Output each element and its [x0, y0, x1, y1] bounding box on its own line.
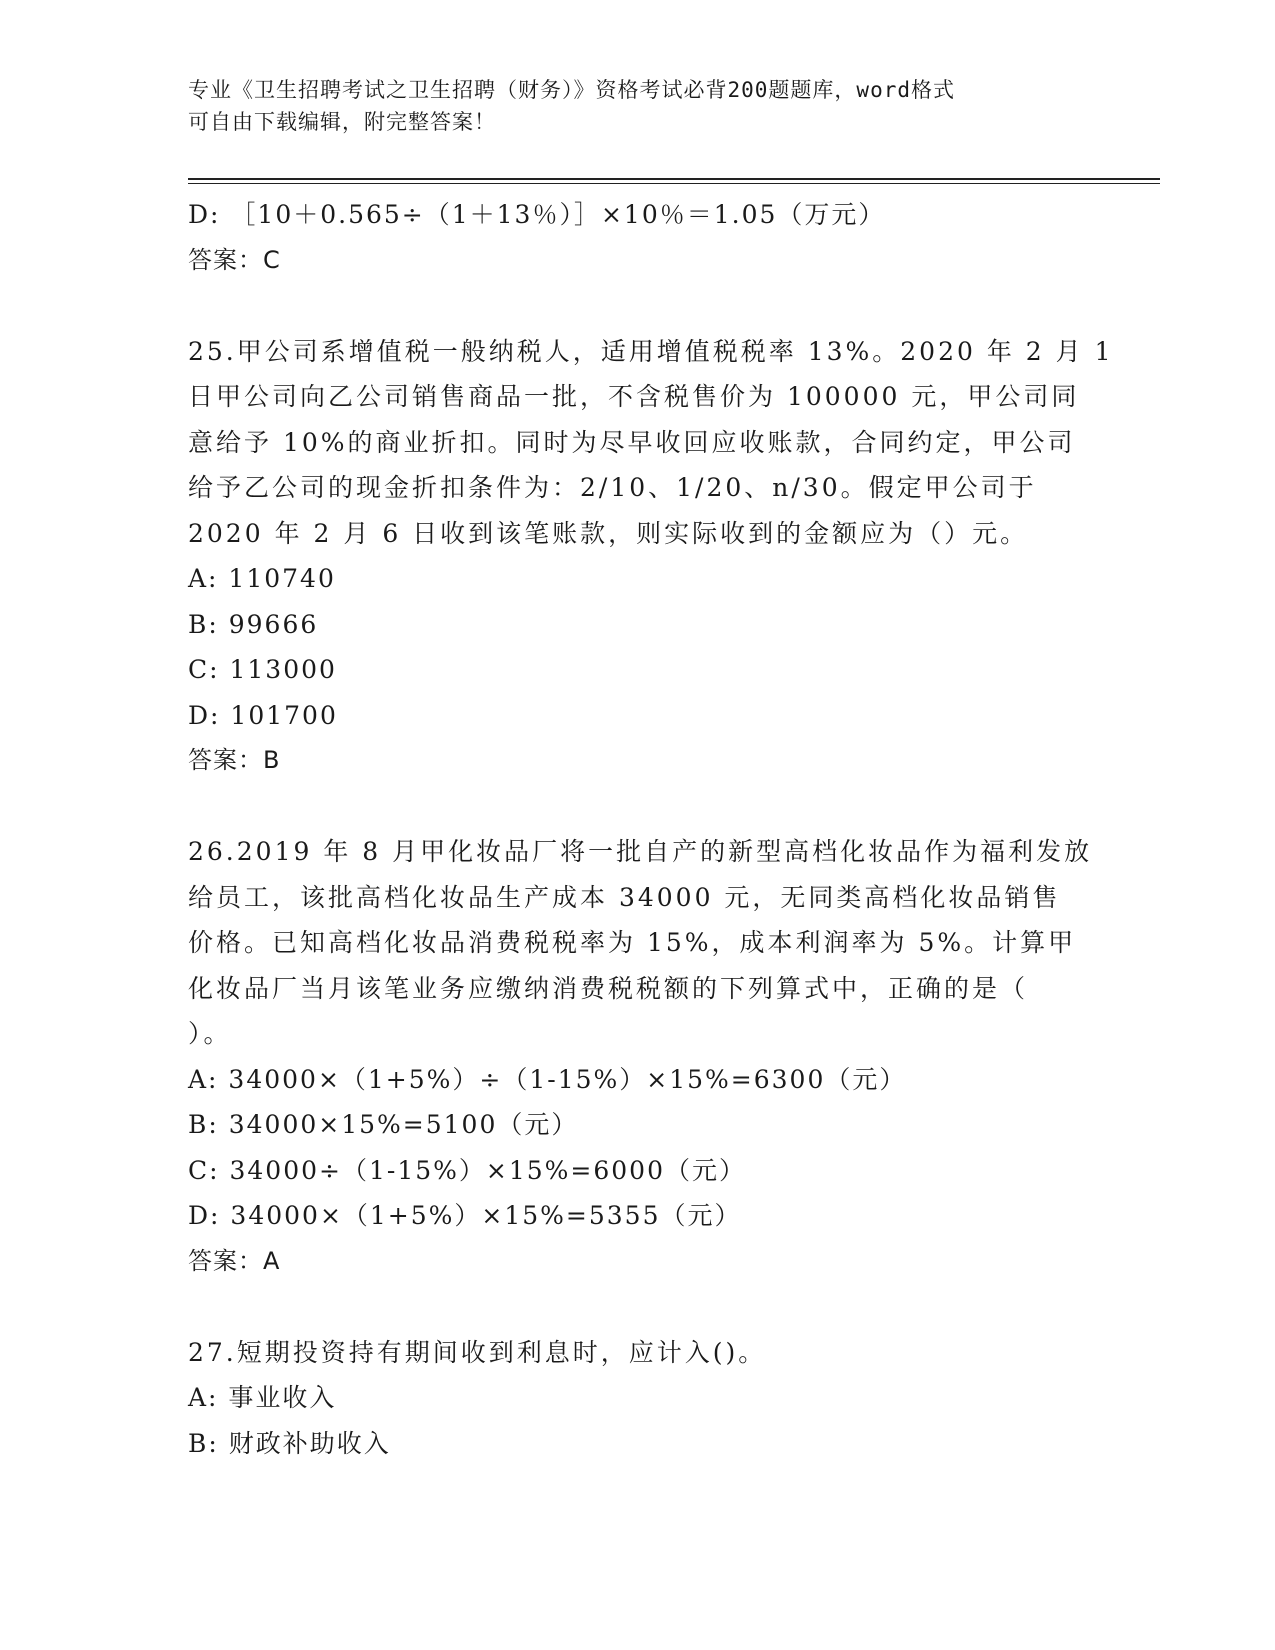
answer-line: 答案：A — [188, 1246, 281, 1275]
question-line: 给予乙公司的现金折扣条件为：2/10、1/20、n/30。假定甲公司于 — [188, 473, 1037, 502]
question-text — [188, 829, 1093, 1057]
option-b: B: 34000×15%=5100（元） — [188, 1110, 579, 1139]
document-header — [188, 74, 1068, 138]
question-25 — [188, 329, 1114, 784]
header-divider-thin — [188, 183, 1160, 184]
spacer — [188, 784, 1088, 830]
option-d: D: 101700 — [188, 700, 338, 730]
question-text — [188, 329, 1114, 557]
question-line: 化妆品厂当月该笔业务应缴纳消费税税额的下列算式中，正确的是（ — [188, 973, 1029, 1003]
header-title-line-2: 可自由下载编辑，附完整答案！ — [188, 110, 496, 134]
option-c: C: 34000÷（1-15%）×15%=6000（元） — [188, 1155, 746, 1185]
question-line: 价格。已知高档化妆品消费税税率为 15%，成本利润率为 5%。计算甲 — [188, 928, 1077, 957]
question-26 — [188, 829, 1093, 1284]
question-line: 26.2019 年 8 月甲化妆品厂将一批自产的新型高档化妆品作为福利发放 — [188, 837, 1093, 866]
question-line: 意给予 10%的商业折扣。同时为尽早收回应收账款，合同约定，甲公司 — [188, 427, 1076, 457]
option-c: C: 113000 — [188, 655, 337, 684]
option-d: D: ［10＋0.565÷（1＋13％）］×10％＝1.05（万元） — [188, 200, 886, 229]
spacer — [188, 283, 1088, 329]
option-a: A: 110740 — [188, 564, 336, 593]
option-b: B: 财政补助收入 — [188, 1428, 391, 1458]
question-line: ）。 — [188, 1019, 232, 1048]
header-title-line-1: 专业《卫生招聘考试之卫生招聘（财务）》资格考试必背200题题库，word格式 — [188, 78, 955, 102]
answer-line: 答案：C — [188, 245, 281, 274]
option-d: D: 34000×（1+5%）×15%=5355（元） — [188, 1201, 742, 1230]
option-b: B: 99666 — [188, 609, 319, 639]
document-body — [188, 192, 1114, 1466]
question-line: 日甲公司向乙公司销售商品一批，不含税售价为 100000 元，甲公司同 — [188, 382, 1080, 411]
answer-line: 答案：B — [188, 746, 281, 774]
question-text — [188, 1330, 1088, 1376]
option-a: A: 事业收入 — [188, 1383, 337, 1412]
header-divider-thick — [188, 178, 1160, 180]
question-line: 27.短期投资持有期间收到利息时，应计入()。 — [188, 1337, 767, 1367]
option-a: A: 34000×（1+5%）÷（1-15%）×15%=6300（元） — [188, 1064, 907, 1094]
question-line: 2020 年 2 月 6 日收到该笔账款，则实际收到的金额应为（）元。 — [188, 518, 1029, 548]
spacer — [188, 1284, 1088, 1330]
question-27 — [188, 1330, 1088, 1467]
question-line: 给员工，该批高档化妆品生产成本 34000 元，无同类高档化妆品销售 — [188, 882, 1061, 912]
previous-question-tail — [188, 192, 1088, 283]
question-line: 25.甲公司系增值税一般纳税人，适用增值税税率 13%。2020 年 2 月 1 — [188, 336, 1114, 366]
